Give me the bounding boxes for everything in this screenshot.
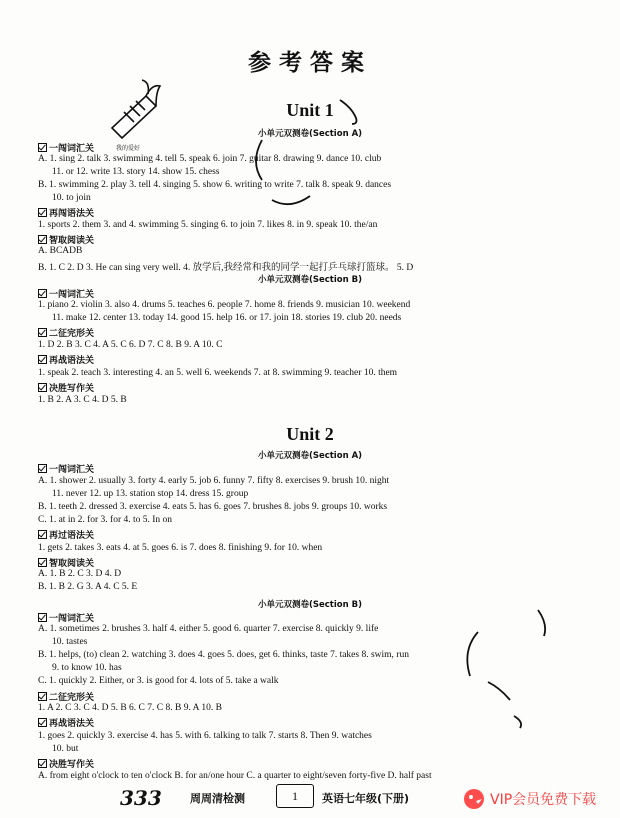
u2b-vocab-a1: A. 1. sometimes 2. brushes 3. half 4. either 5. good 6. quarter 7. exercise 8. quickly 9. life [38, 624, 379, 634]
footer-series: 周周清检测 [190, 792, 245, 805]
check-box-icon [38, 289, 47, 298]
check-box-icon [38, 464, 47, 473]
u1a-vocab-header: 一闯词汇关 [38, 141, 94, 154]
check-box-icon [38, 383, 47, 392]
u2a-reading-header: 智取阅读关 [38, 556, 94, 569]
u2a-grammar-header: 再过语法关 [38, 528, 94, 541]
unit2-title: Unit 2 [286, 424, 334, 444]
pen-marks-bottom [467, 610, 545, 728]
u2b-vocab-a2: 10. tastes [52, 637, 88, 647]
unit1-sectionA-title: 小单元双测卷(Section A) [257, 129, 363, 139]
u1a-reading-a: A. BCADB [38, 246, 83, 256]
u2a-reading-b: B. 1. B 2. G 3. A 4. C 5. E [38, 582, 138, 592]
u1b-grammar-answers: 1. speak 2. teach 3. interesting 4. an 5. well 6. weekends 7. at 8. swimming 9. teacher 10. them [38, 368, 398, 378]
check-box-icon [38, 530, 47, 539]
check-box-icon [38, 558, 47, 567]
vip-watermark[interactable] [462, 787, 596, 811]
check-box-icon [38, 208, 47, 217]
u1b-grammar-header: 再战语法关 [38, 353, 94, 366]
check-box-icon [38, 235, 47, 244]
u2b-writing-answers: A. from eight o'clock to ten o'clock B. for an/one hour C. a quarter to eight/seven forty-five D. half past [38, 771, 432, 781]
u2a-vocab-a2: 11. never 12. up 13. station stop 14. dress 15. group [52, 489, 249, 499]
unit2-sectionA-title: 小单元双测卷(Section A) [257, 451, 363, 461]
u2b-writing-header: 决胜写作关 [38, 757, 94, 770]
check-box-icon [38, 328, 47, 337]
u1a-vocab-a2: 11. or 12. write 13. story 14. show 15. chess [52, 167, 220, 177]
u2a-vocab-header: 一闯词汇关 [38, 462, 94, 475]
check-box-icon [38, 613, 47, 622]
u2b-vocab-header: 一闯词汇关 [38, 611, 94, 624]
u1b-vocab-2: 11. make 12. center 13. today 14. good 15. help 16. or 17. join 18. stories 19. club 20. needs [52, 313, 402, 323]
page-number: 1 [276, 784, 314, 808]
u2b-grammar-header: 再战语法关 [38, 716, 94, 729]
check-box-icon [38, 692, 47, 701]
footer-book: 英语七年级(下册) [322, 792, 410, 805]
unit2-sectionB-title: 小单元双测卷(Section B) [257, 600, 362, 610]
u2b-cloze-answers: 1. A 2. C 3. C 4. D 5. B 6. C 7. C 8. B 9. A 10. B [38, 703, 222, 713]
u1b-writing-header: 决胜写作关 [38, 381, 94, 394]
unit1-title: Unit 1 [286, 100, 334, 120]
u2b-grammar-answers-2: 10. but [52, 744, 79, 754]
u1b-writing-answers: 1. B 2. A 3. C 4. D 5. B [38, 395, 127, 405]
footer-logo: 333 [120, 786, 162, 810]
u2b-vocab-c: C. 1. quickly 2. Either, or 3. is good for 4. lots of 5. take a walk [38, 676, 279, 686]
u1b-cloze-answers: 1. D 2. B 3. C 4. A 5. C 6. D 7. C 8. B 9. A 10. C [38, 340, 223, 350]
u1a-vocab-a1: A. 1. sing 2. talk 3. swimming 4. tell 5. speak 6. join 7. guitar 8. drawing 9. dance 10. club [38, 154, 382, 164]
u1a-vocab-b2: 10. to join [52, 193, 91, 203]
u2b-grammar-answers-1: 1. goes 2. quickly 3. exercise 4. has 5. with 6. talking to talk 7. starts 8. Then 9. watches [38, 731, 372, 741]
u2b-vocab-b1: B. 1. helps, (to) clean 2. watching 3. does 4. goes 5. does, get 6. thinks, taste 7. takes 8. swim, run [38, 650, 409, 660]
check-box-icon [38, 718, 47, 727]
u2a-vocab-c: C. 1. at in 2. for 3. for 4. to 5. In on [38, 515, 173, 525]
carrot-caption: 我的爱好 [116, 145, 141, 152]
u2a-grammar-answers: 1. gets 2. takes 3. eats 4. at 5. goes 6. is 7. does 8. finishing 9. for 10. when [38, 543, 323, 553]
u2a-vocab-a1: A. 1. shower 2. usually 3. forty 4. early 5. job 6. funny 7. fifty 8. exercises 9. brush 10. night [38, 476, 390, 486]
u2b-vocab-b2: 9. to know 10. has [52, 663, 122, 673]
check-box-icon [38, 355, 47, 364]
page-title: 参考答案 [248, 50, 372, 76]
u1a-grammar-header: 再闯语法关 [38, 206, 94, 219]
u1a-reading-header: 智取阅读关 [38, 233, 94, 246]
unit1-sectionB-title: 小单元双测卷(Section B) [257, 275, 362, 285]
u2b-cloze-header: 二征完形关 [38, 690, 94, 703]
u1a-reading-b: B. 1. C 2. D 3. He can sing very well. 4. 放学后,我经常和我的同学一起打乒乓球打篮球。 5. D [38, 263, 414, 273]
vip-text: VIP会员免费下载 [490, 792, 597, 808]
check-box-icon [38, 759, 47, 768]
check-box-icon [38, 143, 47, 152]
u2a-reading-a: A. 1. B 2. C 3. D 4. D [38, 569, 122, 579]
u1a-vocab-b1: B. 1. swimming 2. play 3. tell 4. singing 5. show 6. writing to write 7. talk 8. speak 9. dances [38, 180, 392, 190]
u1b-vocab-header: 一闯词汇关 [38, 287, 94, 300]
u1a-grammar-answers: 1. sports 2. them 3. and 4. swimming 5. singing 6. to join 7. likes 8. in 9. speak 10. the/an [38, 220, 378, 230]
u2a-vocab-b1: B. 1. teeth 2. dressed 3. exercise 4. eats 5. has 6. goes 7. brushes 8. jobs 9. groups 10. works [38, 502, 388, 512]
u1b-vocab-1: 1. piano 2. violin 3. also 4. drums 5. teaches 6. people 7. home 8. friends 9. musician 10. weekend [38, 300, 411, 310]
vip-bird-icon [462, 787, 486, 811]
u1b-cloze-header: 二征完形关 [38, 326, 94, 339]
